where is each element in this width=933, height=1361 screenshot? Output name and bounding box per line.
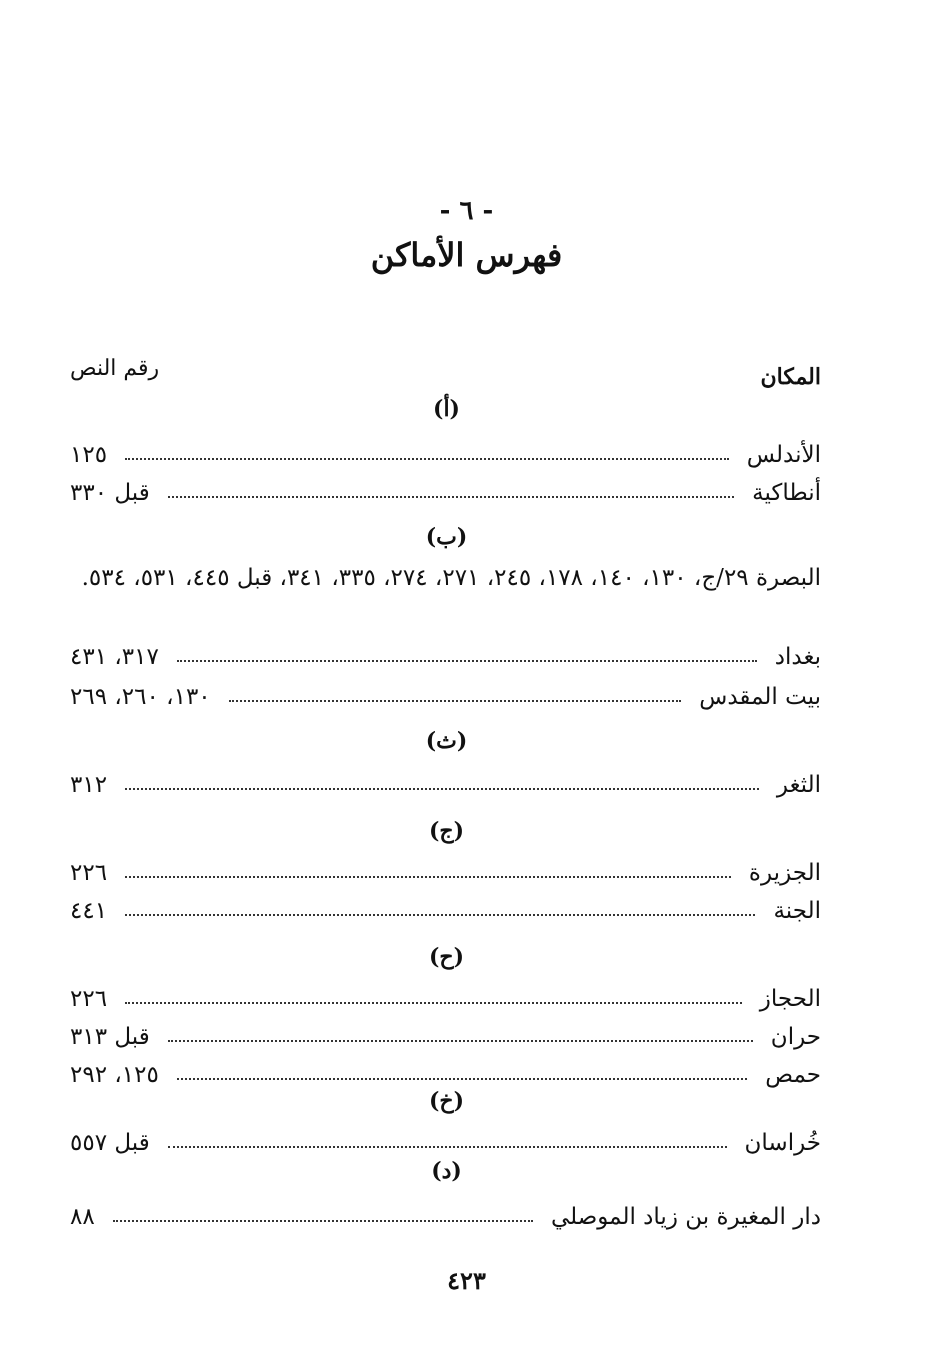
entry-place: حمص (765, 1062, 821, 1088)
section-letter: (ب) (425, 524, 468, 550)
entry-place: دار المغيرة بن زياد الموصلي (550, 1204, 821, 1230)
index-entry (70, 758, 821, 798)
dot-leader (125, 1001, 742, 1004)
dot-leader (177, 1077, 747, 1080)
index-entry-multiline: البصرة ٢٩/ج، ١٣٠، ١٤٠، ١٧٨، ٢٤٥، ٢٧١، ٢٧٤، ٣٣٥، ٣٤١، قبل ٤٤٥، ٥٣١، ٥٣٤. (81, 565, 821, 591)
dot-leader (177, 659, 757, 662)
entry-place: بيت المقدس (699, 684, 821, 710)
entry-place: خُراسان (744, 1130, 821, 1156)
entry-refs: ٢٢٦ (70, 986, 108, 1012)
dot-leader (125, 457, 729, 460)
index-entry (70, 1190, 821, 1230)
page-number: ٤٢٣ (447, 1266, 486, 1295)
entry-refs: ١٢٥ (70, 442, 108, 468)
index-entry (70, 428, 821, 468)
entry-refs: ١٣٠، ٢٦٠، ٢٦٩ (70, 684, 211, 710)
index-entry (70, 670, 821, 710)
index-entry (70, 972, 821, 1012)
dot-leader (168, 1039, 753, 1042)
column-header-number: رقم النص (70, 356, 160, 381)
page-title: فهرس الأماكن (370, 236, 563, 274)
dot-leader (168, 495, 734, 498)
entry-place: الجنة (773, 898, 821, 924)
entry-place: الأندلس (746, 442, 821, 468)
entry-refs: قبل ٣٣٠ (70, 480, 150, 506)
entry-place: بغداد (774, 644, 821, 670)
dot-leader (229, 699, 682, 702)
section-letter: (ح) (428, 944, 465, 970)
index-entry (70, 1116, 821, 1156)
entry-refs: ٢٢٦ (70, 860, 108, 886)
section-letter: (د) (431, 1158, 462, 1184)
entry-place: الجزيرة (748, 860, 821, 886)
dot-leader (125, 913, 755, 916)
index-entry (70, 1010, 821, 1050)
dot-leader (125, 875, 731, 878)
entry-place: الحجاز (759, 986, 821, 1012)
entry-refs: ٤٤١ (70, 898, 108, 924)
section-letter: (أ) (433, 396, 460, 422)
section-number: - ٦ - (439, 196, 494, 226)
section-letter: (خ) (428, 1088, 465, 1114)
section-letter: (ث) (425, 728, 468, 754)
entry-refs: ٨٨ (70, 1204, 95, 1230)
index-entry (70, 1048, 821, 1088)
entry-place: حران (770, 1024, 821, 1050)
index-entry (70, 846, 821, 886)
entry-place: الثغر (776, 772, 821, 798)
entry-refs: ٣١٧، ٤٣١ (70, 644, 159, 670)
dot-leader (168, 1145, 727, 1148)
entry-refs: ١٢٥، ٢٩٢ (70, 1062, 159, 1088)
entry-refs: ٣١٢ (70, 772, 108, 798)
dot-leader (125, 787, 759, 790)
section-letter: (ج) (428, 818, 465, 844)
entry-refs: قبل ٥٥٧ (70, 1130, 150, 1156)
entry-refs: قبل ٣١٣ (70, 1024, 150, 1050)
column-header-place: المكان (760, 364, 821, 390)
entry-place: أنطاكية (752, 480, 821, 506)
index-entry (70, 630, 821, 670)
index-entry (70, 884, 821, 924)
dot-leader (113, 1219, 533, 1222)
index-entry (70, 466, 821, 506)
